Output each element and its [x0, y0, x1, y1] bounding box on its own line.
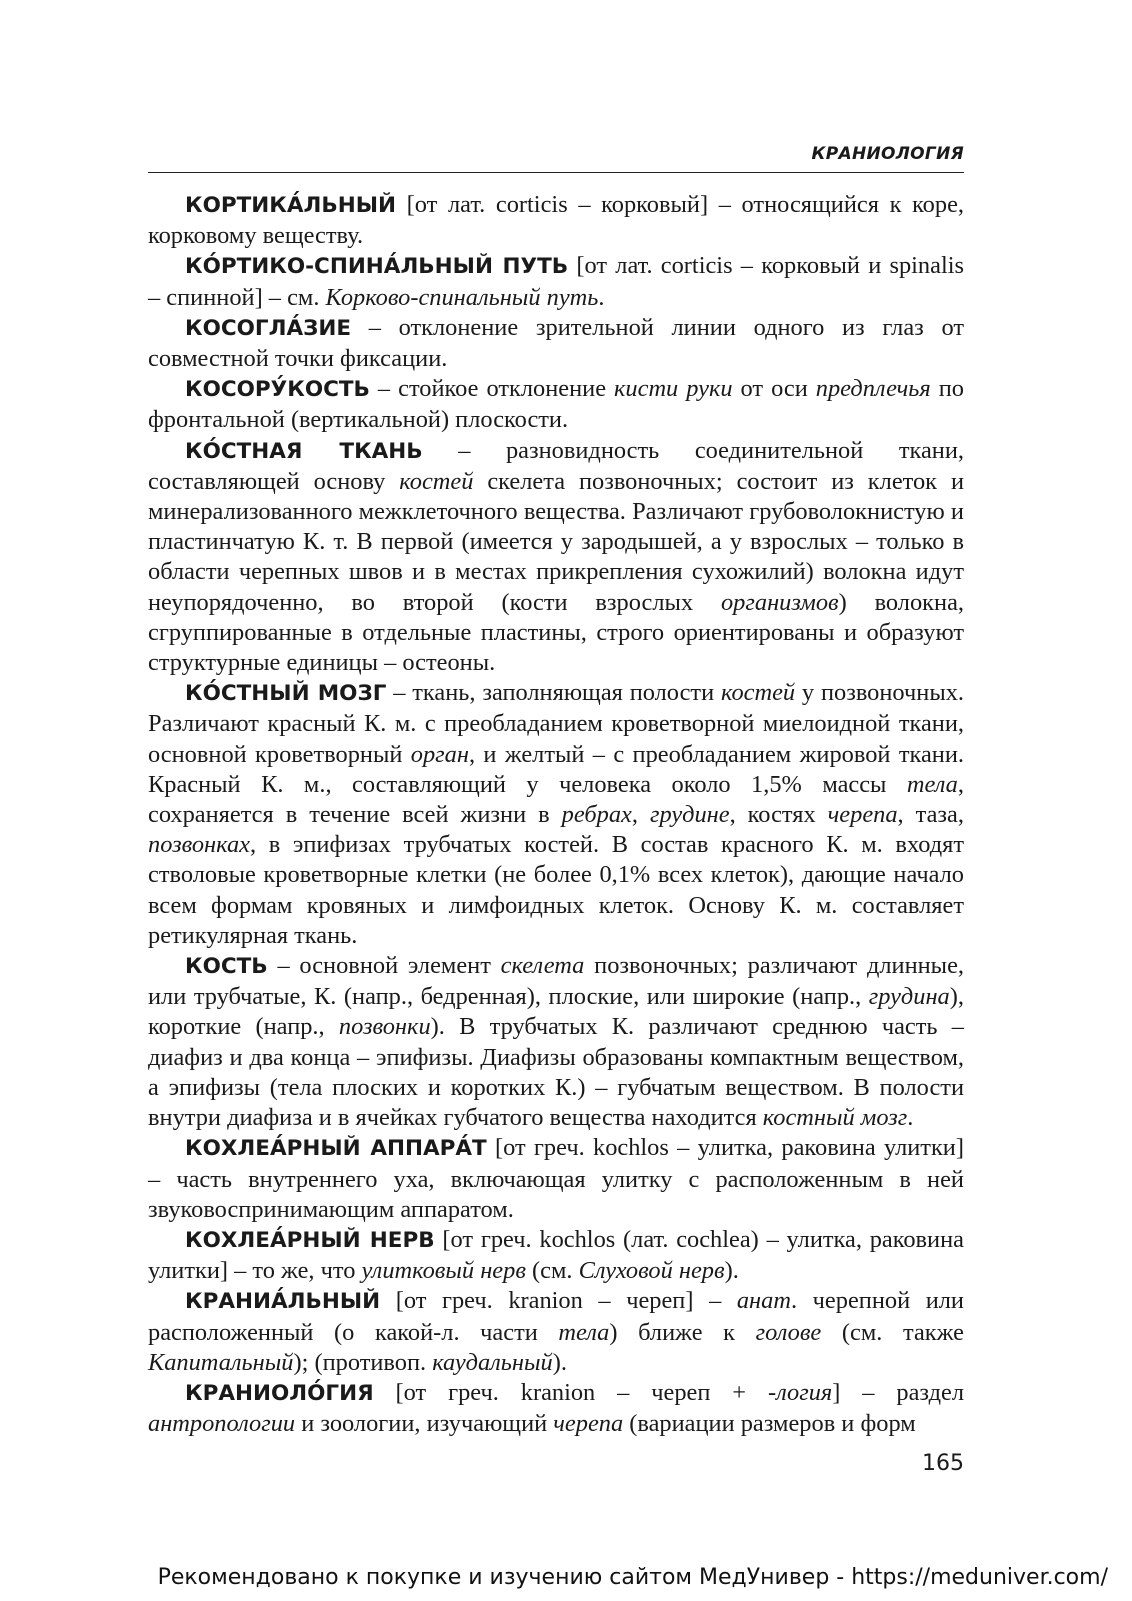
dictionary-entry: [148, 951, 964, 1133]
entry-italic-text: ребрах: [561, 801, 632, 829]
entry-text: .: [907, 1104, 914, 1132]
entry-italic-text: позвонки: [338, 1013, 431, 1041]
entry-italic-text: позвонках: [148, 831, 250, 859]
entry-italic-text: предплечья: [815, 375, 931, 403]
entry-text: (см. также: [821, 1318, 964, 1346]
entry-text: – основной элемент: [267, 952, 501, 980]
entry-text: ).: [724, 1257, 739, 1285]
entry-italic-text: черепа: [553, 1410, 624, 1438]
entry-italic-text: черепа: [827, 801, 898, 829]
entry-text: (см.: [525, 1257, 579, 1285]
entry-text: [от греч. kranion – череп] –: [380, 1287, 737, 1315]
entry-text: – разновидность соединительной ткани, составляющей основу: [148, 436, 964, 495]
dictionary-entry: [148, 190, 964, 251]
entry-term: КО́РТИКО-СПИНА́ЛЬНЫЙ ПУТЬ: [185, 254, 569, 280]
entry-term: КОСОГЛА́ЗИЕ: [185, 315, 352, 341]
entry-italic-text: -логия: [767, 1378, 833, 1406]
entry-text: по фронтальной (вертикальной) плоскости.: [148, 375, 964, 434]
entry-text: , костях: [729, 801, 828, 829]
entry-text: , таза,: [897, 801, 964, 829]
entry-term: КОХЛЕА́РНЫЙ АППАРА́Т: [185, 1136, 487, 1162]
entry-term: КОСТЬ: [185, 954, 268, 980]
entry-text: ).: [552, 1348, 567, 1376]
entry-text: ,: [631, 801, 650, 829]
entry-italic-text: Корково-спинальный путь: [325, 283, 599, 311]
dictionary-entry: [148, 313, 964, 374]
dictionary-entry: [148, 1378, 964, 1439]
entry-term: КО́СТНАЯ ТКАНЬ: [185, 438, 423, 464]
entry-italic-text: костей: [399, 467, 474, 495]
entry-term: КОСОРУ́КОСТЬ: [185, 377, 370, 403]
entry-text: [от греч. kranion – череп +: [373, 1378, 768, 1406]
entry-text: – отклонение зрительной линии одного из глаз от совместной точки фиксации.: [148, 313, 964, 373]
dictionary-entry: [148, 1286, 964, 1378]
entry-text: .: [598, 283, 605, 311]
entry-text: от оси: [732, 375, 816, 403]
entry-italic-text: улитковый нерв: [361, 1257, 526, 1285]
entry-italic-text: анат: [736, 1287, 791, 1315]
entry-italic-text: тела: [906, 770, 958, 798]
entry-term: КРАНИОЛО́ГИЯ: [185, 1380, 374, 1406]
entry-text: у позвоночных. Различают красный К. м. с преобладанием кроветворной миелоидной ткани, основной кроветворный: [148, 679, 964, 768]
entry-term: КО́СТНЫЙ МОЗГ: [185, 681, 387, 707]
header-rule: [148, 172, 964, 173]
entry-text: позвоночных; различают длинные, или трубчатые, К. (напр., бедренная), плоские, или широкие (напр.,: [148, 952, 964, 1011]
entry-text: [от лат. corticis – корковый] – относящийся к коре, корковому веществу.: [148, 191, 964, 250]
entry-text: [от лат. corticis – корковый и spinalis – спинной] – см.: [148, 252, 964, 311]
entry-text: ); (противоп.: [293, 1348, 433, 1376]
entry-text: ). В трубчатых К. различают среднюю часть – диафиз и два конца – эпифизы. Диафизы образованы компактным веществом, а эпифизы (тела плоских и коротких К.) – губчатым веществом. В полости внутри диафиза и в ячейках губчатого вещества находится: [148, 1013, 964, 1132]
dictionary-entry: [148, 1133, 964, 1225]
page-number: 165: [922, 1451, 964, 1476]
dictionary-entry: [148, 251, 964, 312]
dictionary-entry: [148, 678, 964, 951]
entry-italic-text: костный мозг: [762, 1104, 908, 1132]
entry-term: КРАНИА́ЛЬНЫЙ: [185, 1289, 381, 1315]
entry-italic-text: каудальный: [432, 1348, 553, 1376]
entry-text: ] – раздел: [832, 1378, 964, 1406]
entry-italic-text: скелета: [500, 952, 585, 980]
entry-text: ) ближе к: [609, 1318, 756, 1346]
entry-italic-text: костей: [720, 679, 796, 707]
entry-text: . черепной или расположенный (о какой-л. части: [148, 1287, 964, 1346]
footer-promo: Рекомендовано к покупке и изучению сайтом МедУнивер - https://meduniver.com/: [157, 1565, 1108, 1590]
entry-text: [от греч. kochlos (лат. cochlea) – улитка, раковина улитки] – то же, что: [148, 1225, 964, 1285]
entry-text: ) волокна, сгруппированные в отдельные пластины, строго ориентированы и образуют структурные единицы – остеоны.: [148, 588, 964, 677]
entry-text: и зоологии, изучающий: [295, 1410, 554, 1438]
entry-italic-text: кисти руки: [614, 375, 733, 403]
entry-italic-text: организмов: [720, 588, 839, 616]
entry-text: – ткань, заполняющая полости: [386, 679, 721, 707]
entry-text: [от греч. kochlos – улитка, раковина улитки] – часть внутреннего уха, включающая улитку с расположенным в ней звуковоспринимающим аппаратом.: [148, 1134, 964, 1223]
entry-text: – стойкое отклонение: [369, 375, 615, 403]
entry-text: (вариации размеров и форм: [623, 1410, 916, 1438]
entry-text: , и желтый – с преобладанием жировой ткани. Красный К. м., составляющий у человека около 1,5% массы: [148, 740, 964, 798]
entry-text: скелета позвоночных; состоит из клеток и минерализованного межклеточного вещества. Различают грубоволокнистую и пластинчатую К. т. В первой (имеется у зародышей, а у взрослых – только в области черепных швов и в местах прикрепления сухожилий) волокна идут неупорядоченно, во второй (кости взрослых: [148, 467, 964, 616]
entry-text: , в эпифизах трубчатых костей. В состав красного К. м. входят стволовые кроветворные клетки (не более 0,1% всех клеток), дающие начало всем формам кровяных и лимфоидных клеток. Основу К. м. составляет ретикулярная ткань.: [148, 831, 964, 949]
dictionary-entry: [148, 374, 964, 435]
entry-italic-text: голове: [755, 1318, 822, 1346]
entry-italic-text: орган: [410, 740, 469, 768]
dictionary-entries: [148, 190, 964, 1439]
entry-text: ), короткие (напр.,: [148, 983, 964, 1041]
entry-italic-text: антропологии: [148, 1410, 296, 1438]
entry-italic-text: грудине: [649, 801, 730, 829]
entry-italic-text: Капитальный: [148, 1348, 294, 1376]
entry-italic-text: Слуховой нерв: [578, 1257, 725, 1285]
dictionary-entry: [148, 1225, 964, 1286]
entry-italic-text: грудина: [868, 983, 950, 1011]
entry-term: КОХЛЕА́РНЫЙ НЕРВ: [185, 1227, 435, 1253]
running-head: КРАНИОЛОГИЯ: [811, 144, 964, 164]
dictionary-entry: [148, 436, 964, 679]
entry-term: КОРТИКА́ЛЬНЫЙ: [185, 193, 396, 218]
entry-italic-text: тела: [558, 1318, 610, 1346]
entry-text: , сохраняется в течение всей жизни в: [148, 770, 964, 829]
